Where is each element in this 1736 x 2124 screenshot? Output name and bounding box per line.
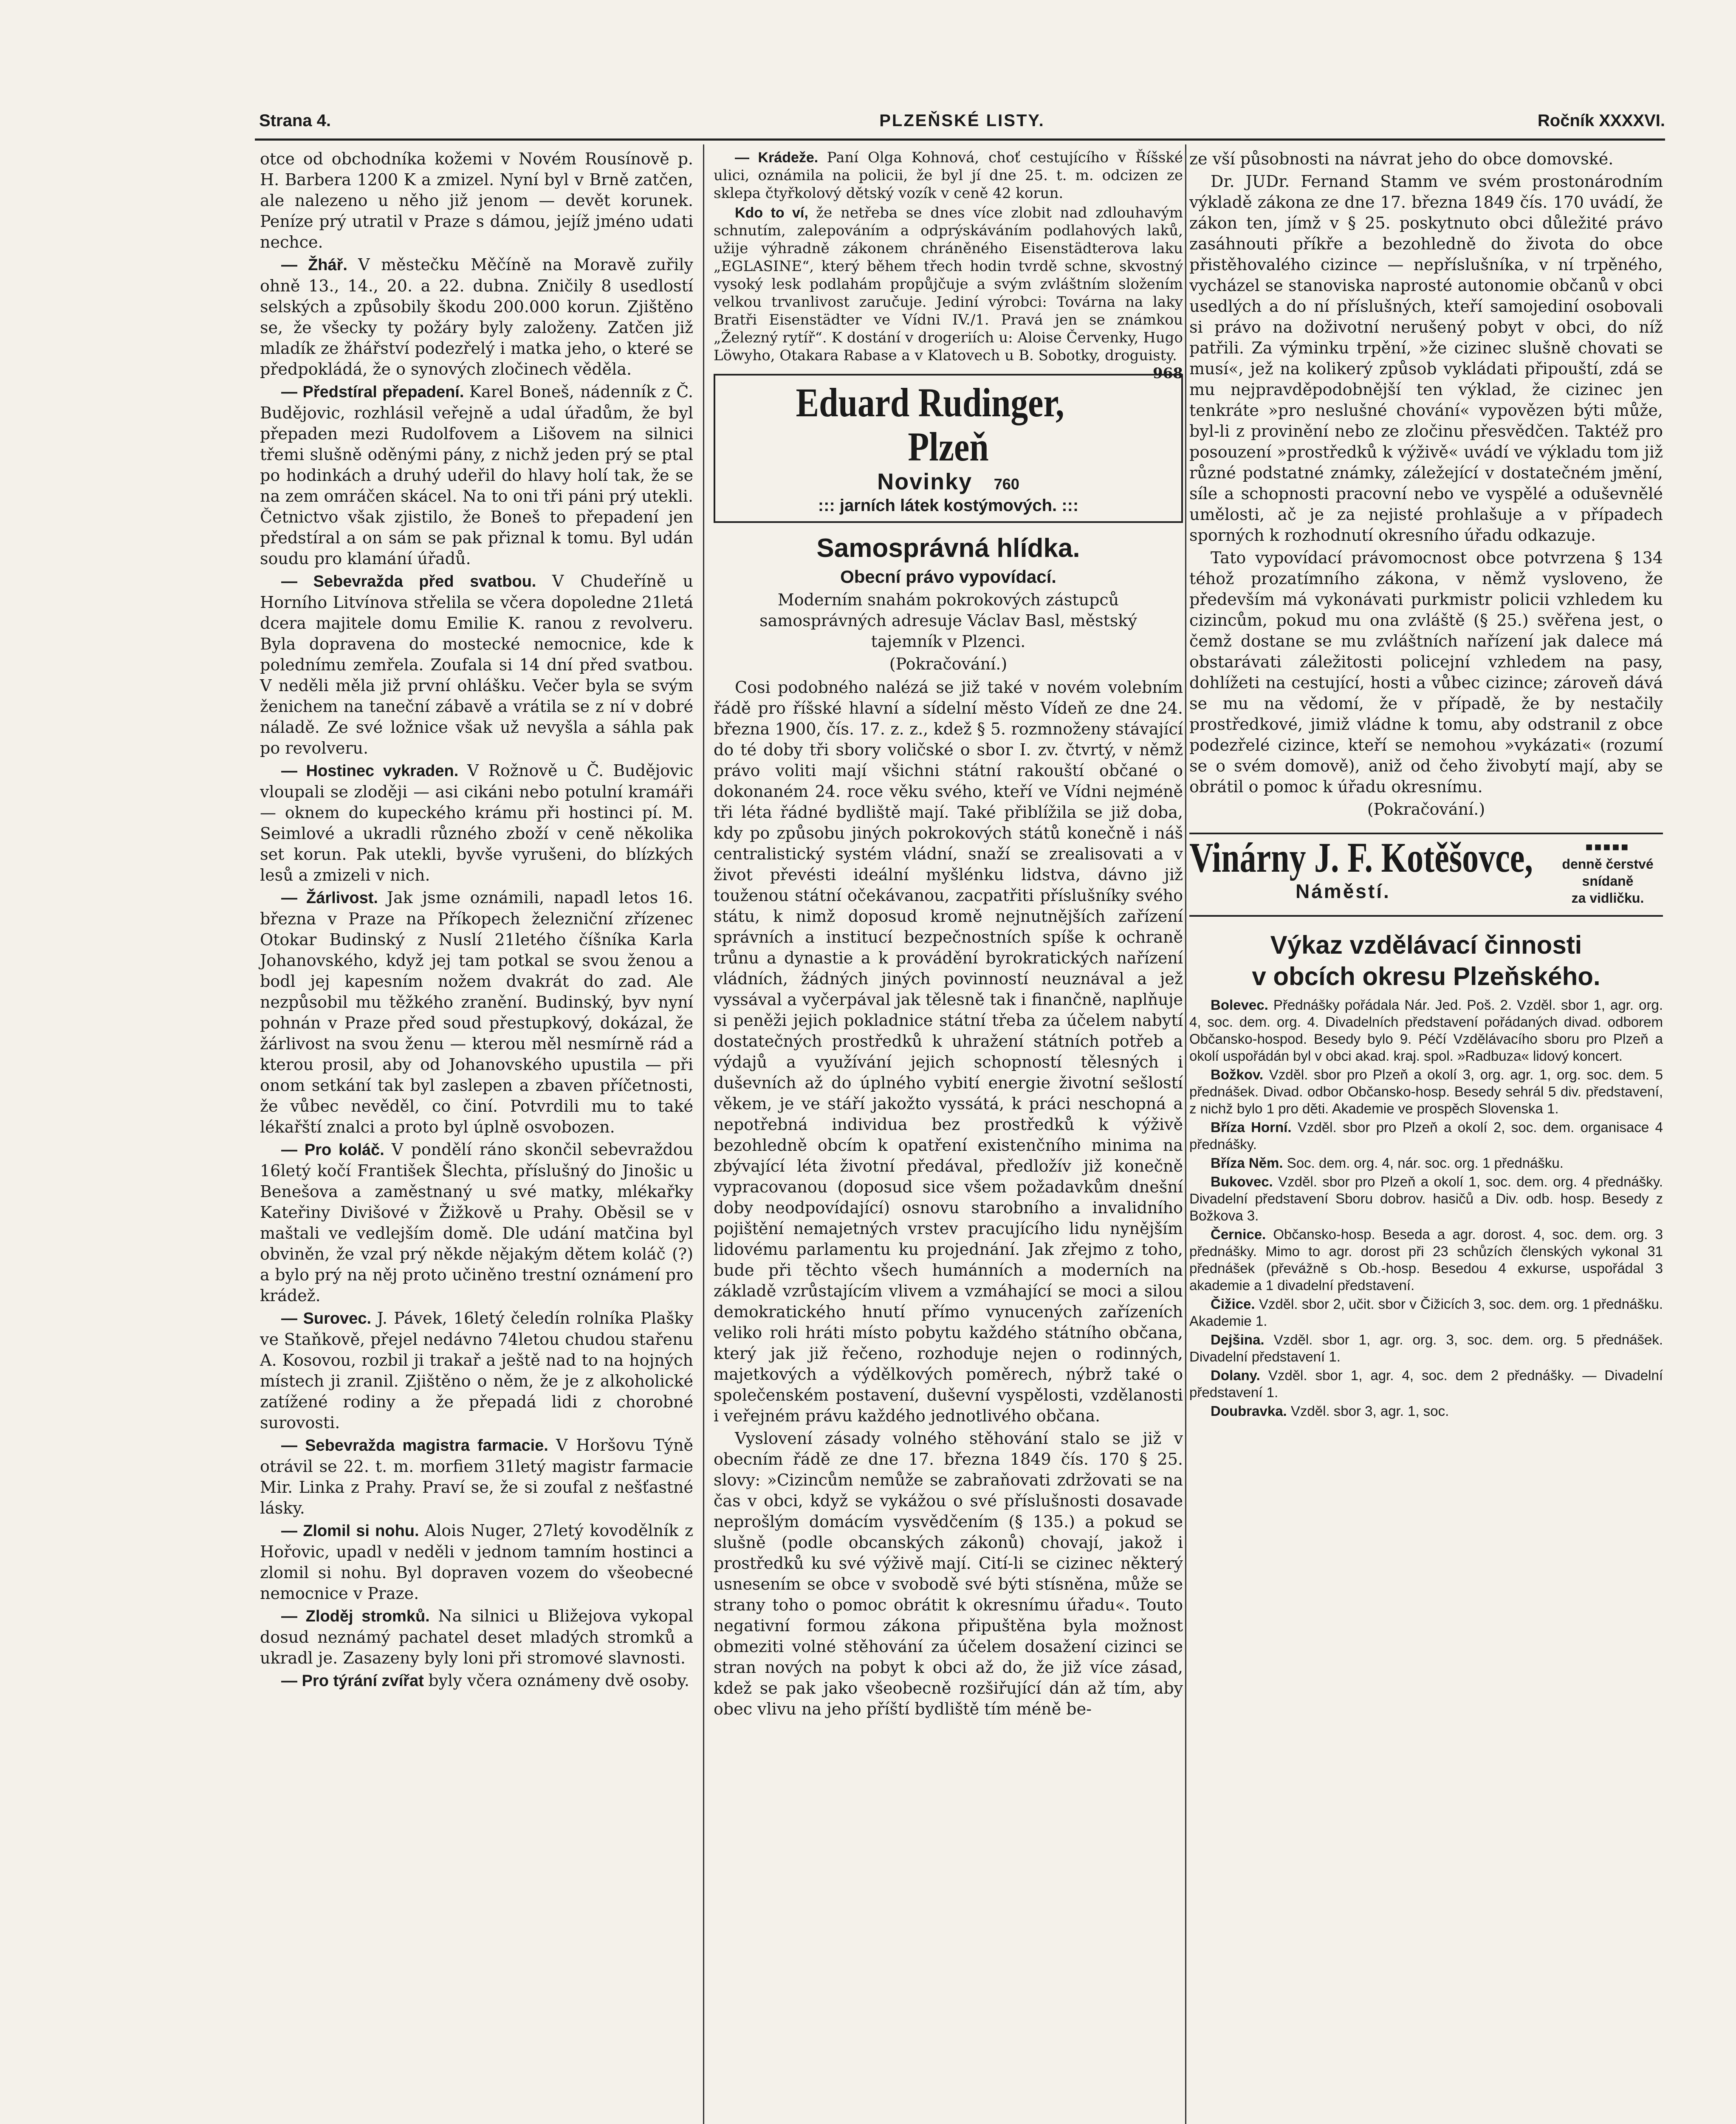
samosprava-intro: Moderním snahám pokrokových zástupců samosprávných adresuje Václav Basl, městský tajemník v Plzenci. bbox=[759, 590, 1137, 651]
vykaz-entry-text: Vzděl. sbor 3, agr. 1, soc. bbox=[1290, 1403, 1449, 1419]
vykaz-entry bbox=[1189, 1226, 1663, 1294]
vykaz-entry-headline: Dejšina. bbox=[1211, 1332, 1274, 1347]
vykaz-entry-text: Vzděl. sbor 1, agr. 4, soc. dem 2 přednášky. — Divadelní představení 1. bbox=[1189, 1367, 1663, 1400]
news-item bbox=[714, 149, 1183, 202]
vykaz-entry-text: Vzděl. sbor 1, agr. org. 3, soc. dem. org. 5 přednášek. Divadelní představení 1. bbox=[1189, 1332, 1663, 1364]
news-item-text: V městečku Měčíně na Moravě zuřily ohně 13., 14., 20. a 22. dubna. Zničily 8 usedlostí selských a způsobily škodu 200.000 korun. Zjištěno se, že všecky ty požáry byly založeny. Zatčen již mladík ze žhářství podezřelý i matka jeho, o které se předpokládá, že o synových zločinech věděla. bbox=[260, 255, 693, 378]
article-paragraph bbox=[1189, 548, 1663, 797]
news-item-text: J. Pávek, 16letý čeledín rolníka Plašky ve Staňkově, přejel nedávno 74letou chudou stařenu A. Kosovou, rozbil ji trakař a ještě nad to na hojných místech ji zranil. Zjištěno o něm, že je z alkoholické zatížené rodiny a že přepadá lidi z chorobné surovosti. bbox=[260, 1309, 694, 1432]
news-item bbox=[260, 381, 693, 569]
news-item bbox=[260, 149, 693, 253]
news-item bbox=[260, 571, 693, 759]
article-paragraph bbox=[1189, 149, 1663, 169]
samosprava-subtitle: Obecní právo vypovídací. bbox=[840, 567, 1056, 587]
vykaz-entry bbox=[1189, 1367, 1663, 1401]
news-item-text: V pondělí ráno skončil sebevraždou 16letý kočí František Šlechta, příslušný do Jinošic u Benešova a zaměstnaný u své matky, mlékařky Kateřiny Divišové v Žižkově u Prahy. Oběsil se v maštali ve vedlejším domě. Dle udání matčina byl obviněn, že vzal prý někde nějakým dětem koláč (?) a bylo prý na něj proto učiněno trestní oznámení pro krádež. bbox=[260, 1140, 693, 1305]
vykaz-entry-headline: Bříza Něm. bbox=[1211, 1155, 1287, 1171]
vykaz-entry bbox=[1189, 1066, 1663, 1117]
news-item-headline: — Sebevražda před svatbou. bbox=[281, 573, 552, 590]
news-item-text: Paní Olga Kohnová, choť cestujícího v Říšské ulici, oznámila na policii, že byl jí dne 25. t. m. odcizen ze sklepa čtyřkolový dětský vozík v ceně 42 korun. bbox=[714, 149, 1183, 202]
vinarny-ad-side bbox=[1553, 839, 1663, 907]
article-paragraph-text: Tato vypovídací právomocnost obce potvrzena § 134 téhož prozatímního zákona, v němž vysloveno, že především má vykonávati purkmistr policii vzhledem ku cizincům, pokud mu ona zvláště (§ 25.) svěřena jest, o čemž dostane se mu zvláštních nařízení jak dalece má obstarávati záležitosti policejní vzhledem na pasy, dohlížeti na cestující, hosti a vůbec cizince; zároveň dává se mu na vědomí, že v případě, že by nestačily prostředkové, jimiž vládne k tomu, aby odstranil z obce podezřelé cizince, kteří se nemohou »vykázati« (rozumí se o svém domově), aniž od čeho živobytí mají, aby se obrátil o pomoc k úřadu okresnímu. bbox=[1189, 548, 1663, 796]
vinarny-ad-title: Vinárny J. F. Kotěšovce, bbox=[1189, 834, 1533, 881]
column-3-article bbox=[1189, 149, 1663, 820]
news-item-text: otce od obchodníka kožemi v Novém Rousínově p. H. Barbera 1200 K a zmizel. Nyní byl v Brně zatčen, ale nalezeno u něho již jenom — devět korunek. Peníze prý utratil v Praze s dámou, jejíž jméno udati nechce. bbox=[260, 150, 693, 251]
samosprava-title: Samosprávná hlídka. bbox=[816, 534, 1080, 563]
vykaz-entry-headline: Božkov. bbox=[1211, 1067, 1269, 1082]
news-item bbox=[260, 1308, 693, 1433]
vinarny-ad-side-1: denně čerstvé bbox=[1562, 856, 1654, 872]
news-item-headline: — Předstíral přepadení. bbox=[281, 383, 469, 401]
news-item-headline: — Hostinec vykraden. bbox=[281, 762, 467, 780]
news-item-headline: Kdo to ví, bbox=[735, 205, 816, 221]
news-item bbox=[260, 1606, 693, 1669]
vykaz-title-line-2: v obcích okresu Plzeňského. bbox=[1252, 962, 1601, 991]
news-item-text: V Chudeříně u Horního Litvínova střelila se včera dopoledne 21letá dcera majitele domu Emilie K. ranou z revolveru. Byla dopravena do mostecké nemocnice, kde k polednímu zemřela. Zoufala si 14 dní před svatbou. V neděli měla již první ohlášku. Večer byla se svým ženichem na taneční zábavě a vrátila se z ní v dobré náladě. Ze své ložnice však už nevyšla a sáhla pak po revolveru. bbox=[260, 572, 693, 757]
vykaz-entry bbox=[1189, 1331, 1663, 1365]
news-item-text: V Horšovu Týně otrávil se 22. t. m. morfiem 31letý magistr farmacie Mir. Linka z Prahy. Praví se, že si zoufal z nešťastné lásky. bbox=[260, 1436, 693, 1517]
column-2 bbox=[714, 149, 1183, 1721]
news-item bbox=[260, 1520, 693, 1604]
news-item-headline: — Zlomil si nohu. bbox=[281, 1522, 425, 1540]
rudinger-ad-line: ::: jarních látek kostýmových. ::: bbox=[818, 496, 1079, 515]
news-item-number: 968 bbox=[1153, 365, 1183, 382]
news-item-text: Na silnici u Bližejova vykopal dosud neznámý pachatel deset mladých stromků a ukradl je. Zasazeny byly loni při stromové slavnosti. bbox=[260, 1607, 693, 1667]
samosprava-paragraph-text: Vyslovení zásady volného stěhování stalo se již v obecním řádě ze dne 17. března 1849 čís. 170 § 25. slovy: »Cizincům nemůže se zabraňovati zdržovati se na čas v obci, když se vykážou o své příslušnosti dosavade neprošlým domácím vysvědčením (§ 135.) a pokud se slušně (podle obcanských zákonů) chovají, jakož i prostředků ku své výživě mají. Cití-li se cizinec některý usnesením se obce v svobodě své býti stísněna, může se strany toho o pomoc obrátit k okresnímu úřadu«. Touto negativní formou zákona připuštěna byla možnost obmeziti volné stěhování za účelem dosažení cizinci se stran nových na pobyt k obci až do, že již více zásad, kdež se pak jako všeobecně rozšiřující dán až tím, aby obec vlivu na jeho příští bydliště tím méně be- bbox=[714, 1429, 1183, 1718]
article-paragraph-text: ze vší působnosti na návrat jeho do obce domovské. bbox=[1189, 150, 1614, 168]
vykaz-entry-text: Vzděl. sbor pro Plzeň a okolí 3, org. agr. 1, org. soc. dem. 5 přednášek. Divad. odbor Občansko-hosp. Besedy sehrál 5 div. představení, z nichž bylo 1 pro děti. Akademie ve prospěch Slovenska 1. bbox=[1189, 1067, 1663, 1116]
vykaz-entry-headline: Doubravka. bbox=[1211, 1403, 1291, 1419]
news-item-text: V Rožnově u Č. Budějovic vloupali se zloději — asi cikáni nebo potulní kramáři — oknem do kupeckého krámu při hostinci pí. M. Seimlové a ukradli různého zboží v ceně několika set korun. Pak utekli, byvše vyrušeni, do blízkých lesů a zmizeli v nich. bbox=[260, 761, 694, 884]
news-item-headline: — Surovec. bbox=[281, 1310, 377, 1328]
news-item bbox=[260, 254, 693, 380]
vykaz-entry bbox=[1189, 1119, 1663, 1153]
news-item bbox=[260, 887, 693, 1138]
samosprava-paragraph-text: Cosi podobného nalézá se již také v novém volebním řádě pro říšské hlavní a sídelní město Vídeň ze dne 24. března 1900, čís. 17. z. z., kdež § 5. rozmnoženy stávající do té doby tři sbory voličské o sbor I. zv. čtvrtý, v němž právo voliti mají všichni státní rakouští občané o dokonaném 24. roce věku svého, kteří ve Vídni nejméně tři léta řádné bydliště mají. Také přiblížila se již doba, kdy po způsobu jiných pokrokových států konečně i náš centralistický systém vládní, snaží se zrealisovati a v život převésti ideální myšlénku lidstva, dávno již touženou státní očekávanou, zacpatřiti příslušníky svého státu, k nimž doposud kromě nejnutnějších zařízení správních a institucí bezpečnostních spíše k ochraně trůnu a dynastie a k provádění byrokratických nařízení vládních, žádných jiných povinností neuznával a jež vyssával a vyčerpával jak tělesně tak i finančně, naplňuje si peněži jejich pokladnice státní třeba za účelem nabytí dostatečných prostředků k uhražení státních potřeb a výdajů a využívání jejich schopností tělesných i duševních až do úplného vybití energie životní sešlostí věkem, je ve stáří jakožto vyssátá, k práci neschopná a nepotřebná individua bez prostředků k výživě bezohledně obcím k opatření existenčního minima na zbývající léta životní předával, předložív již konečně vypracovanou (doposud sice všem požadavkům dnešní doby neodpovídající) osnovu starobního a invalidního pojištění nemajetných vrstev pracujícího lidu nynějším lidovému parlamentu ku projednání. Jak zřejmo z toho, bude při těchto všech humánních a moderních na základě vzrůstajícím vlivem a vzmáhající se moci a silou demokratického hnutí přímo vynucených zařízeních veliko roli hráti místo pobytu každého státního občana, který jak již řečeno, rozhoduje nejen o rodinných, majetkových a výdělkových poměrech, nýbrž také o společenském postavení, duševní vyspělosti, vzdělanosti i veřejném právu každého jednotlivého občana. bbox=[714, 678, 1183, 1425]
vykaz-entry bbox=[1189, 1155, 1663, 1172]
news-item bbox=[714, 204, 1183, 382]
news-item-text: Karel Boneš, nádenník z Č. Budějovic, rozhlásil veřejně a udal úřadům, že byl přepaden mezi Rudolfovem a Lišovem na silnici třemi slušně oděnými pány, z nichž jeden prý se ptal po hodinkách a druhý udeřil do hlavy holí tak, že se na zem omráčen skácel. Na to oni tři páni prý utekli. Četnictvo však zjistilo, že Boneš to přepadení jen předstíral a on sám se pak přiznal k tomu. Byl udán soudu pro klamání úřadů. bbox=[260, 382, 693, 568]
news-item-headline: — Pro týrání zvířat bbox=[281, 1672, 429, 1690]
article-paragraph bbox=[1189, 171, 1663, 546]
news-item-headline: — Krádeže. bbox=[735, 150, 827, 166]
column-1 bbox=[260, 149, 693, 1693]
column-3 bbox=[1189, 149, 1663, 1421]
news-item bbox=[260, 1435, 693, 1519]
page-header bbox=[259, 111, 1665, 133]
news-item-text: Jak jsme oznámili, napadl letos 16. března v Praze na Příkopech železniční zřízenec Otokar Budinský z Nuslí 21letého číšníka Karla Johanovského, když jej tam potkal se svou ženou a bodl jej kapesním nožem dvakrát do zad. Ale nezpůsobil mu těžkého zranění. Budinský, byv nyní pohnán v Praze před soud přestupkový, dokázal, že žárlivost na svou ženu — kterou měl nesmírně rád a kterou prosil, aby od Johanovského upustila — při onom setkání tak byl zaslepen a zbaven příčetnosti, že vůbec nevěděl, co činí. Potvrdili mu to také lékařští znalci a proto byl úplně osvobozen. bbox=[260, 888, 693, 1136]
vykaz-title bbox=[1189, 929, 1663, 992]
article-paragraph-text: (Pokračování.) bbox=[1367, 800, 1485, 819]
news-item bbox=[260, 1139, 693, 1306]
vykaz-entry-text: Přednášky pořádala Nár. Jed. Poš. 2. Vzděl. sbor 1, agr. org. 4, soc. dem. org. 4. Divadelních představení pořádaných divad. odborem Občansko-hospod. Besedy bylo 9. Péčí Vzdělávacího sboru pro Plzeň a okolí uspořádán byl v obci akad. kraj. spol. »Radbuza« lidový koncert. bbox=[1189, 997, 1663, 1064]
vykaz-entry-headline: Čižice. bbox=[1211, 1296, 1259, 1312]
header-rule bbox=[255, 138, 1665, 141]
news-item-text: byly včera oznámeny dvě osoby. bbox=[428, 1671, 689, 1690]
news-item-headline: — Žhář. bbox=[281, 256, 358, 274]
vykaz-entry bbox=[1189, 1173, 1663, 1224]
vykaz-entry-headline: Bříza Horní. bbox=[1211, 1119, 1298, 1135]
vykaz-entry-headline: Bolevec. bbox=[1211, 997, 1273, 1013]
vykaz-entry-text: Občansko-hosp. Beseda a agr. dorost. 4, soc. dem. org. 3 přednášky. Mimo to agr. dorost při 23 schůzích členských vykonal 31 přednášek (převážně s Ob.-hosp. Besedou 4 exkurse, uspořádal 3 akademie a 1 divadelní představení. bbox=[1189, 1226, 1663, 1293]
column-divider-2 bbox=[1185, 144, 1186, 2124]
vinarny-ad-side-2: snídaně bbox=[1582, 873, 1634, 889]
vykaz-entry-text: Soc. dem. org. 4, nár. soc. org. 1 přednášku. bbox=[1287, 1155, 1564, 1171]
decorative-marks: ■■■■■ bbox=[1585, 840, 1630, 853]
vykaz-entry-headline: Dolany. bbox=[1211, 1367, 1268, 1383]
samosprava-continued: (Pokračování.) bbox=[889, 655, 1008, 673]
vykaz-title-line-1: Výkaz vzdělávací činnosti bbox=[1270, 931, 1582, 959]
article-paragraph-text: Dr. JUDr. Fernand Stamm ve svém prostonárodním výkladě zákona ze dne 17. března 1849 čís. 170 uvádí, že zákon ten, jímž v § 25. poskytnuto obci důležité právo zasáhnouti příkře a bezohledně do života do obce přistěhovalého cizince — nepříslušníka, v ní trpěného, vycházel se stanoviska naprosté autonomie občanů v obci usedlých a do ní příslušných, kteří samojediní osobovali si právo na doživotní nerušený pobyt v obci, do níž patřili. Za výminku trpění, »že cizinec slušně chovati se musí«, jež na kolikerý způsob vykládati připouští, zdá se mu nejpravděpodobnější ten výklad, že cizinec jen tenkráte »pro neslušné chování« vypovězen býti může, byl-li z provinění nebo ze zločinu přesvědčen. Taktéž pro posouzení »prostředků k výživě« uvádí ve výkladu tom již různé podstatné známky, záležející v dostatečném jmění, síle a schopnosti pracovní nebo ve vyspělé a oduševnělé umělosti, ač je za nejisté prohlašuje a v případech sporných k rozhodnutí okresního úřadu odkazuje. bbox=[1189, 172, 1663, 545]
article-paragraph bbox=[1189, 799, 1663, 820]
samosprava-paragraph bbox=[714, 1428, 1183, 1720]
page-number: Strana 4. bbox=[259, 111, 331, 130]
vykaz-entry-text: Vzděl. sbor pro Plzeň a okolí 2, soc. dem. organisace 4 přednášky. bbox=[1189, 1119, 1663, 1152]
samosprava-body bbox=[714, 677, 1183, 1720]
vykaz-entry bbox=[1189, 1403, 1663, 1420]
masthead-title: PLZEŇSKÉ LISTY. bbox=[879, 111, 1045, 130]
news-item-headline: — Žárlivost. bbox=[281, 889, 387, 907]
vinarny-ad-side-3: za vidličku. bbox=[1571, 890, 1644, 906]
vykaz-entry bbox=[1189, 997, 1663, 1065]
rudinger-ad-subtitle: Novinky bbox=[877, 469, 973, 494]
vykaz-entry-text: Vzděl. sbor 2, učit. sbor v Čižicích 3, soc. dem. org. 1 přednášku. Akademie 1. bbox=[1189, 1296, 1663, 1329]
vinarny-ad-location: Náměstí. bbox=[1296, 880, 1391, 902]
vykaz-entry-text: Vzděl. sbor pro Plzeň a okolí 1, soc. dem. org. 4 přednášky. Divadelní představení Sboru dobrov. hasičů a Div. odb. hosp. Besedy z Božkova 3. bbox=[1189, 1174, 1663, 1223]
samosprava-paragraph bbox=[714, 677, 1183, 1426]
vykaz-entry-headline: Černice. bbox=[1211, 1226, 1273, 1242]
vinarny-advertisement bbox=[1189, 833, 1663, 917]
vykaz-entry bbox=[1189, 1296, 1663, 1330]
news-item bbox=[260, 760, 693, 886]
news-item bbox=[260, 1670, 693, 1692]
vykaz-entry-headline: Bukovec. bbox=[1211, 1174, 1279, 1189]
column-2-news bbox=[714, 149, 1183, 382]
news-item-text: Alois Nuger, 27letý kovodělník z Hořovic, upadl v neděli v jednom tamním hostinci a zlomil si nohu. Byl dopraven vozem do všeobecné nemocnice v Praze. bbox=[260, 1521, 693, 1603]
volume-label: Ročník XXXXVI. bbox=[1537, 111, 1665, 130]
news-item-headline: — Sebevražda magistra farmacie. bbox=[281, 1437, 556, 1455]
rudinger-advertisement bbox=[714, 374, 1183, 523]
vykaz-list bbox=[1189, 997, 1663, 1420]
news-item-headline: — Pro koláč. bbox=[281, 1141, 392, 1159]
news-item-text: že netřeba se dnes více zlobit nad zdlouhavým schnutím, zalepováním a odprýskáváním podlahových laků, užije výhradně zákonem chráněného Eisenstädterova laku „EGLASINE“, který během třech hodin tvrdě schne, skvostný vysoký lesk podlahám propůjčuje a svým zvláštním složením velkou trvanlivost zaručuje. Jediní výrobci: Továrna na laky Bratři Eisenstädter ve Vídni IV./1. Pravá jen se známkou „Železný rytíř“. K dostání v drogeriích u: Aloise Červenky, Hugo Löwyho, Otakara Rabase a v Klatovech u B. Sobotky, droguisty. bbox=[714, 204, 1183, 364]
column-divider-1 bbox=[703, 144, 704, 2124]
news-item-headline: — Zloděj stromků. bbox=[281, 1607, 438, 1625]
rudinger-ad-number: 760 bbox=[994, 475, 1019, 493]
rudinger-ad-title: Eduard Rudinger, Plzeň bbox=[796, 380, 1064, 469]
